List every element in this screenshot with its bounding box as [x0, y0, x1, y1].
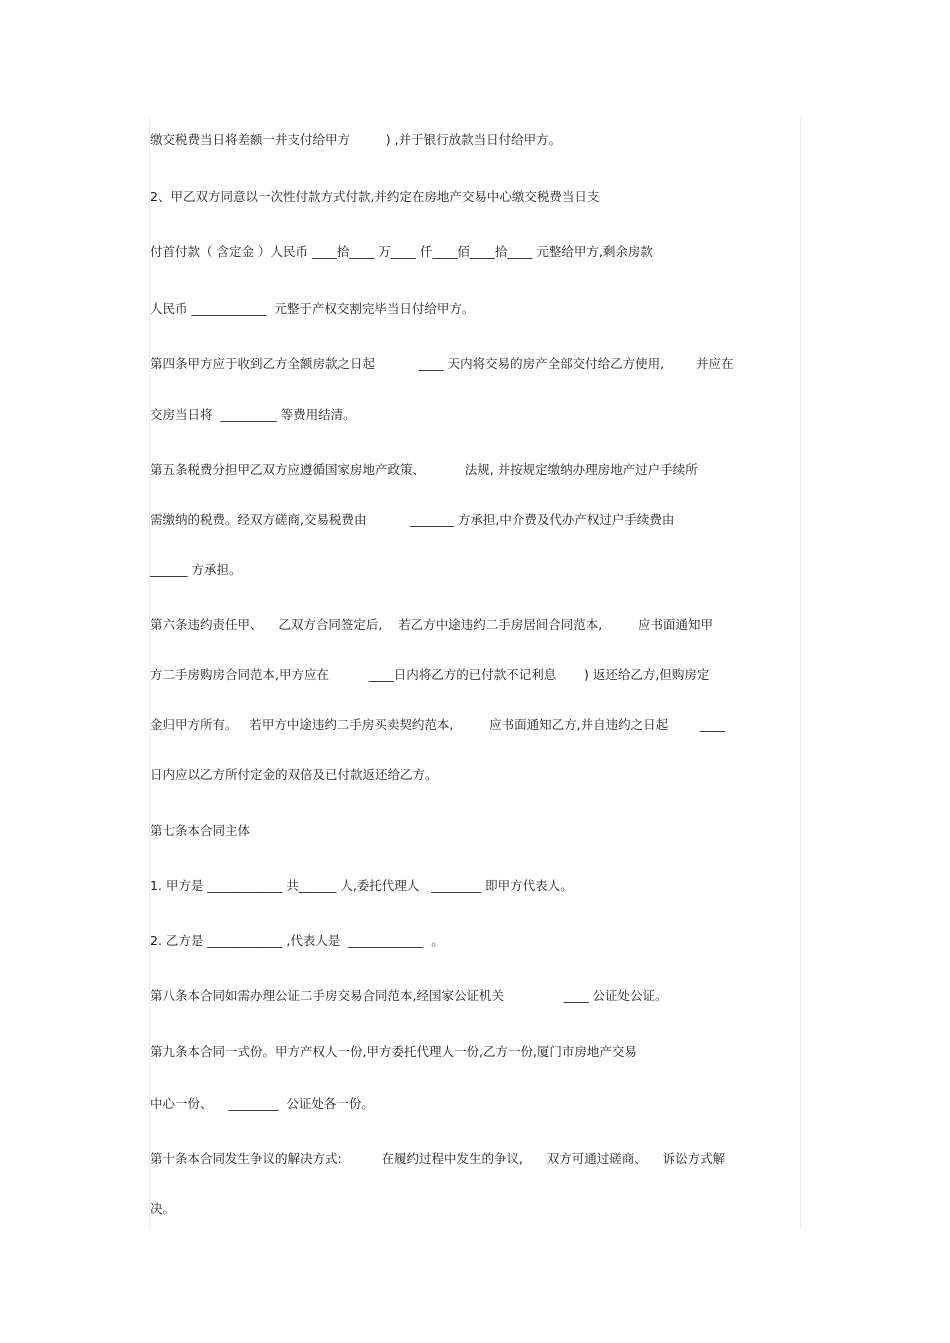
text-line: ______ 方承担。	[150, 562, 242, 577]
text-line: 第四条甲方应于收到乙方全额房款之日起 ____ 天内将交易的房产全部交付给乙方使用, 并应在	[150, 356, 734, 371]
text-line: 第六条违约责任甲、 乙双方合同签定后, 若乙方中途违约二手房居间合同范本, 应书面通知甲	[150, 617, 713, 632]
text-line: 需缴纳的税费。经双方磋商,交易税费由 _______ 方承担,中介费及代办产权过户手续费由	[150, 512, 675, 527]
text-line: 方二手房购房合同范本,甲方应在 ____日内将乙方的已付款不记利息 ) 返还给乙方,但购房定	[150, 667, 710, 682]
text-line: 付首付款（ 含定金 ）人民币 ____拾____ 万____ 仟____佰____拾____ 元整给甲方,剩余房款	[150, 244, 653, 259]
text-line: 第八条本合同如需办理公证二手房交易合同范本,经国家公证机关 ____ 公证处公证。	[150, 988, 668, 1003]
text-line: 2、甲乙双方同意以一次性付款方式付款,并约定在房地产交易中心缴交税费当日支	[150, 189, 600, 204]
text-line: 人民币 ____________ 元整于产权交割完毕当日付给甲方。	[150, 301, 475, 316]
text-line: 第五条税费分担甲乙双方应遵循国家房地产政策、 法规, 并按规定缴纳办理房地产过户手续所	[150, 462, 698, 477]
text-line: 中心一份、 ________ 公证处各一份。	[150, 1096, 374, 1111]
text-line: 决。	[150, 1201, 176, 1216]
page-margin-line-right	[800, 118, 801, 1230]
text-line: 交房当日将 _________ 等费用结清。	[150, 407, 356, 422]
text-line: 金归甲方所有。 若甲方中途违约二手房买卖契约范本, 应书面通知乙方,并自违约之日起 ____	[150, 717, 725, 732]
text-line: 日内应以乙方所付定金的双倍及已付款返还给乙方。	[150, 767, 438, 782]
text-line: 第九条本合同一式份。甲方产权人一份,甲方委托代理人一份,乙方一份,厦门市房地产交易	[150, 1044, 637, 1059]
text-line: 2. 乙方是 ____________ ,代表人是 ____________ 。	[150, 933, 444, 948]
text-line: 第十条本合同发生争议的解决方式: 在履约过程中发生的争议, 双方可通过磋商、 诉讼方式解	[150, 1151, 726, 1166]
text-line: 第七条本合同主体	[150, 823, 251, 838]
text-line: 缴交税费当日将差额一并支付给甲方 ) ,并于银行放款当日付给甲方。	[150, 132, 562, 147]
text-line: 1. 甲方是 ____________ 共______ 人,委托代理人 ________ 即甲方代表人。	[150, 878, 573, 893]
